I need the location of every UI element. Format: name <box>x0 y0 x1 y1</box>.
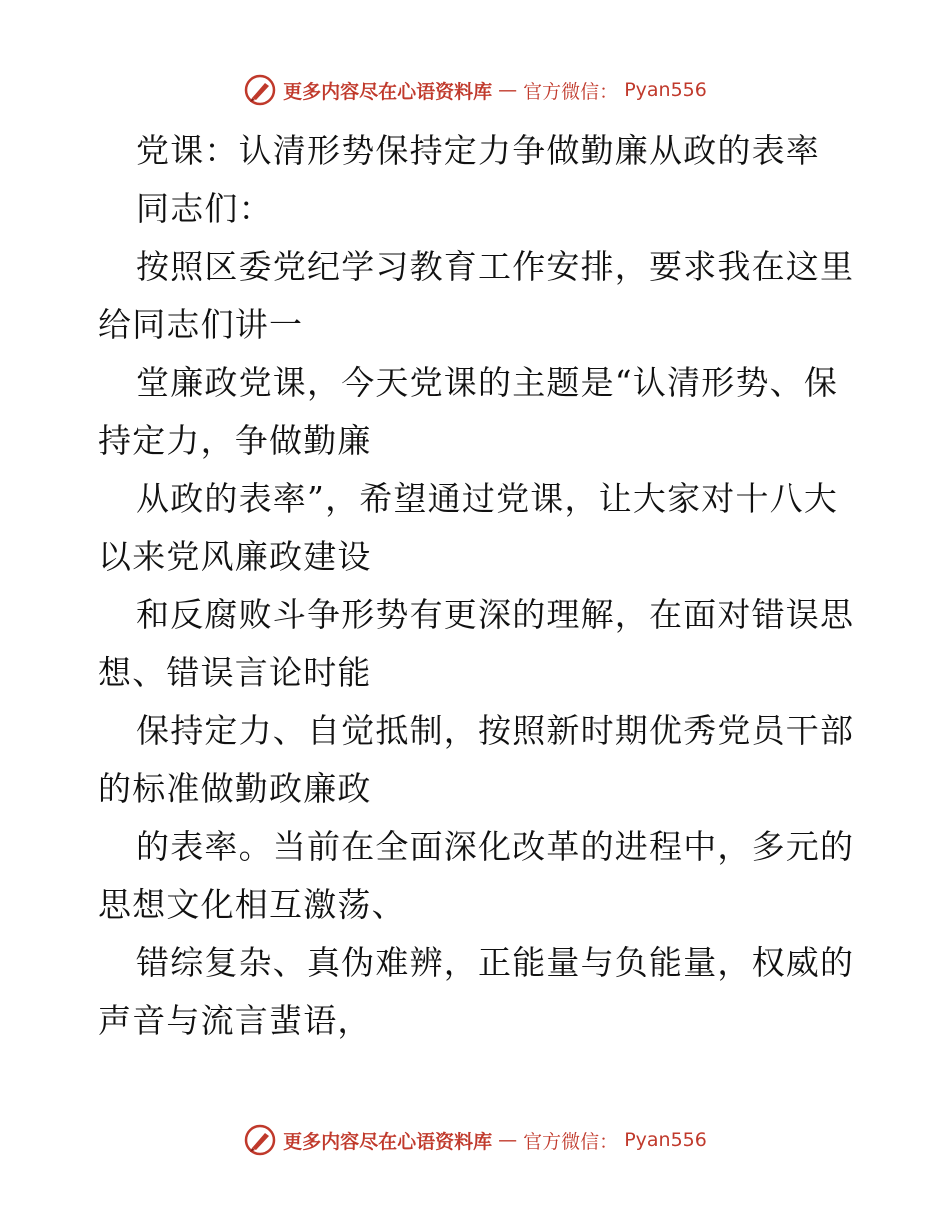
paragraph-line: 和反腐败斗争形势有更深的理解，在面对错误思 <box>136 595 855 634</box>
paragraph-line: 的表率。当前在全面深化改革的进程中，多元的 <box>136 827 855 866</box>
watermark-wechat-id: Pyan556 <box>624 79 707 101</box>
paragraph-line: 想、错误言论时能 <box>98 653 372 692</box>
paragraph-line: 给同志们讲一 <box>98 305 304 344</box>
watermark-wechat-label: 官方微信： <box>523 80 619 103</box>
watermark-dash: — <box>498 79 518 101</box>
paragraph-line: 持定力，争做勤廉 <box>98 421 372 460</box>
footer-watermark <box>0 1120 950 1160</box>
paragraph-line: 党课：认清形势保持定力争做勤廉从政的表率 <box>136 131 820 170</box>
paragraph-line: 保持定力、自觉抵制，按照新时期优秀党员干部 <box>136 711 855 750</box>
watermark-wechat-id: Pyan556 <box>624 1129 707 1151</box>
pen-logo-icon <box>243 73 277 107</box>
paragraph-line: 声音与流言蜚语， <box>98 1001 372 1040</box>
paragraph-line: 从政的表率”，希望通过党课，让大家对十八大 <box>136 479 839 518</box>
pen-logo-icon <box>243 1123 277 1157</box>
watermark-main-text: 更多内容尽在心语资料库 <box>283 80 493 103</box>
paragraph-line: 堂廉政党课，今天党课的主题是“认清形势、保 <box>136 363 839 402</box>
paragraph-line: 的标准做勤政廉政 <box>98 769 372 808</box>
paragraph-line: 以来党风廉政建设 <box>98 537 372 576</box>
paragraph-line: 错综复杂、真伪难辨，正能量与负能量，权威的 <box>136 943 855 982</box>
watermark-main-text: 更多内容尽在心语资料库 <box>283 1130 493 1153</box>
watermark-dash: — <box>498 1129 518 1151</box>
paragraph-line: 同志们： <box>136 189 273 228</box>
paragraph-line: 按照区委党纪学习教育工作安排，要求我在这里 <box>136 247 855 286</box>
paragraph-line: 思想文化相互激荡、 <box>98 885 406 924</box>
header-watermark <box>0 70 950 110</box>
document-body <box>98 122 858 1050</box>
watermark-wechat-label: 官方微信： <box>523 1130 619 1153</box>
